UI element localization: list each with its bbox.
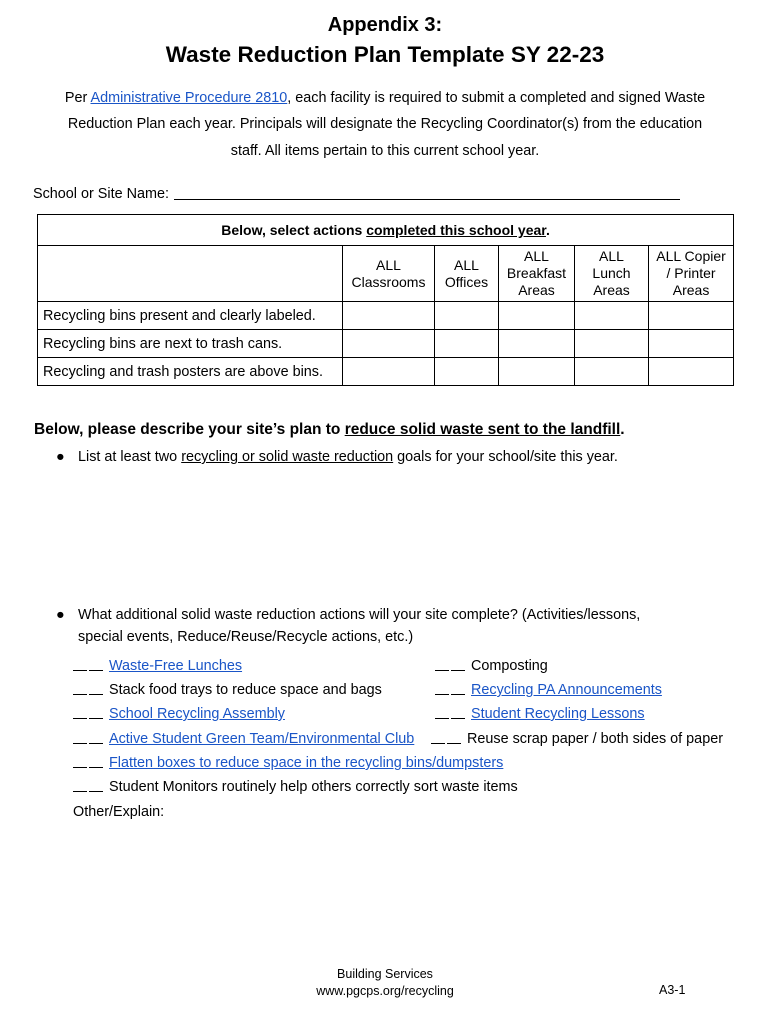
checkbox-cell[interactable]	[435, 302, 499, 330]
checkbox-cell[interactable]	[435, 358, 499, 386]
option-blank[interactable]	[431, 729, 445, 744]
checkbox-cell[interactable]	[343, 358, 435, 386]
bullet-icon: ●	[56, 607, 65, 623]
option-blank[interactable]	[73, 680, 87, 695]
option-pa-announcements	[435, 680, 662, 700]
option-blank[interactable]	[435, 656, 449, 671]
row-label: Recycling and trash posters are above bins.	[38, 358, 343, 386]
waste-free-lunches-link[interactable]: Waste-Free Lunches	[109, 658, 243, 674]
option-waste-free-lunches	[73, 656, 242, 676]
site-name-input[interactable]	[174, 185, 680, 200]
option-stack-trays: Stack food trays to reduce space and bags	[73, 680, 382, 700]
checkbox-cell[interactable]	[499, 358, 575, 386]
checkbox-cell[interactable]	[649, 358, 734, 386]
green-team-link[interactable]: Active Student Green Team/Environmental Club	[109, 731, 415, 747]
option-green-team	[73, 729, 414, 749]
site-name-label: School or Site Name:	[33, 186, 169, 202]
assembly-link[interactable]: School Recycling Assembly	[109, 706, 285, 722]
footer-url: www.pgcps.org/recycling	[316, 984, 454, 998]
column-header-copier: ALL Copier / Printer Areas	[649, 246, 734, 302]
checkbox-cell[interactable]	[649, 302, 734, 330]
pa-announcements-link[interactable]: Recycling PA Announcements	[471, 682, 662, 698]
option-blank[interactable]	[73, 704, 87, 719]
checkbox-cell[interactable]	[575, 302, 649, 330]
column-header-classrooms: ALL Classrooms	[343, 246, 435, 302]
page-number: A3-1	[659, 983, 686, 997]
other-explain-label: Other/Explain:	[73, 804, 165, 820]
table-row	[38, 302, 734, 330]
column-header-breakfast: ALL Breakfast Areas	[499, 246, 575, 302]
option-blank[interactable]	[73, 656, 87, 671]
site-name-field	[33, 185, 680, 202]
intro-line-1: Per Administrative Procedure 2810, each facility is required to submit a completed and signed Waste	[64, 90, 706, 106]
intro-line-3: staff. All items pertain to this current school year.	[230, 143, 540, 159]
bullet-icon: ●	[56, 449, 65, 465]
option-lessons	[435, 704, 645, 724]
option-flatten-boxes	[73, 753, 503, 773]
checkbox-cell[interactable]	[575, 330, 649, 358]
checkbox-cell[interactable]	[575, 358, 649, 386]
option-blank[interactable]	[435, 680, 449, 695]
table-corner-cell	[38, 246, 343, 302]
column-header-lunch: ALL Lunch Areas	[575, 246, 649, 302]
checkbox-cell[interactable]	[343, 330, 435, 358]
checkbox-cell[interactable]	[499, 302, 575, 330]
option-composting: Composting	[435, 656, 548, 676]
option-reuse-paper: Reuse scrap paper / both sides of paper	[431, 729, 723, 749]
column-header-offices: ALL Offices	[435, 246, 499, 302]
page-title: Waste Reduction Plan Template SY 22-23	[165, 42, 605, 67]
admin-procedure-link[interactable]: Administrative Procedure 2810	[90, 90, 288, 106]
flatten-boxes-link[interactable]: Flatten boxes to reduce space in the recycling bins/dumpsters	[109, 755, 504, 771]
intro-line-2: Reduction Plan each year. Principals will designate the Recycling Coordinator(s) from the education	[67, 116, 703, 132]
actions-table	[37, 214, 734, 386]
goals-bullet: ● List at least two recycling or solid waste reduction goals for your school/site this year.	[78, 446, 738, 468]
checkbox-cell[interactable]	[343, 302, 435, 330]
table-header: Below, select actions completed this school year.	[38, 215, 734, 246]
option-blank[interactable]	[73, 729, 87, 744]
table-row	[38, 330, 734, 358]
checkbox-cell[interactable]	[649, 330, 734, 358]
lessons-link[interactable]: Student Recycling Lessons	[471, 706, 645, 722]
row-label: Recycling bins present and clearly labeled.	[38, 302, 343, 330]
option-assembly	[73, 704, 285, 724]
appendix-label: Appendix 3:	[327, 14, 443, 36]
footer-dept: Building Services	[337, 967, 433, 981]
checkbox-cell[interactable]	[435, 330, 499, 358]
plan-heading: Below, please describe your site’s plan to reduce solid waste sent to the landfill.	[34, 421, 625, 438]
option-blank[interactable]	[73, 753, 87, 768]
row-label: Recycling bins are next to trash cans.	[38, 330, 343, 358]
table-row	[38, 358, 734, 386]
option-monitors: Student Monitors routinely help others correctly sort waste items	[73, 777, 518, 797]
actions-bullet: ● What additional solid waste reduction actions will your site complete? (Activities/lessons, special events, Reduce/Reuse/Recycle actions, etc.)	[78, 604, 738, 648]
option-blank[interactable]	[435, 704, 449, 719]
footer	[0, 966, 770, 1000]
checkbox-cell[interactable]	[499, 330, 575, 358]
option-blank[interactable]	[73, 777, 87, 792]
